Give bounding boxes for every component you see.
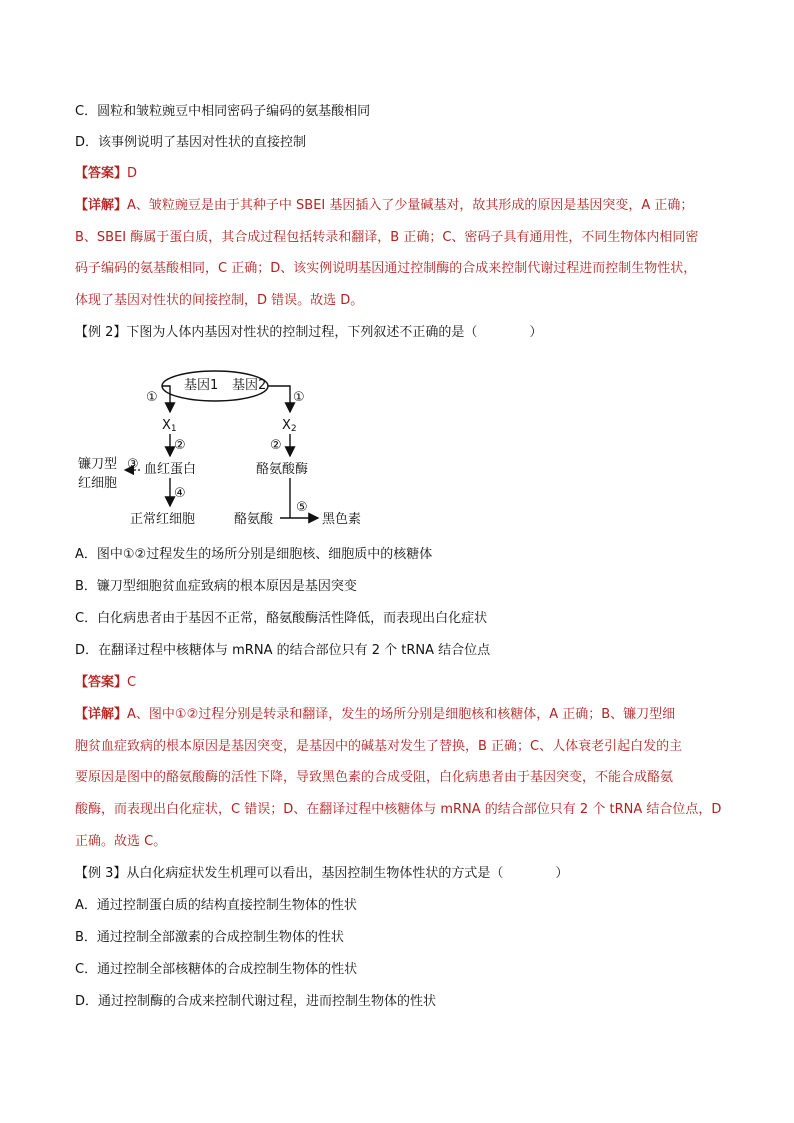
q1-detail-line: 【详解】A、皱粒豌豆是由于其种子中 SBEI 基因插入了少量碱基对，故其形成的原因是基因突变，A 正确； — [75, 198, 694, 213]
q2-option-b: B．镰刀型细胞贫血症致病的根本原因是基因突变 — [75, 579, 357, 594]
q2-option-a: A．图中①②过程发生的场所分别是细胞核、细胞质中的核糖体 — [75, 547, 433, 562]
q2-option-d: D．在翻译过程中核糖体与 mRNA 的结合部位只有 2 个 tRNA 结合位点 — [75, 643, 491, 658]
melanin-label: 黑色素 — [322, 512, 362, 527]
q1-detail-line: 体现了基因对性状的间接控制，D 错误。故选 D。 — [75, 293, 364, 308]
q3-stem: 【例 3】从白化病症状发生机理可以看出，基因控制生物体性状的方式是（ ） — [75, 866, 569, 881]
normal-rbc-label: 正常红细胞 — [130, 512, 196, 527]
x2-label: X2 — [282, 418, 297, 434]
step-1-right: ① — [293, 390, 305, 405]
q2-detail-line: 【详解】A、图中①②过程分别是转录和翻译，发生的场所分别是细胞核和核糖体，A 正确；B、镰刀型细 — [75, 707, 676, 722]
q1-detail-line: 码子编码的氨基酸相同，C 正确；D、该实例说明基因通过控制酶的合成来控制代谢过程进而控制生物性状， — [75, 261, 697, 276]
q2-detail-line: 要原因是图中的酪氨酸酶的活性下降，导致黑色素的合成受阻，白化病患者由于基因突变，不能合成酪氨 — [75, 770, 674, 785]
step-2-left: ② — [174, 438, 186, 453]
answer-value: D — [127, 166, 138, 181]
step-2-right: ② — [270, 438, 282, 453]
q3-option-b: B．通过控制全部激素的合成控制生物体的性状 — [75, 930, 344, 945]
gene-control-diagram — [70, 360, 390, 540]
x1-label: X1 — [162, 418, 177, 434]
q3-option-c: C．通过控制全部核糖体的合成控制生物体的性状 — [75, 962, 358, 977]
gene2-label: 基因2 — [232, 378, 267, 393]
sickle-cell-label-1: 镰刀型 — [78, 457, 118, 472]
q3-option-a: A．通过控制蛋白质的结构直接控制生物体的性状 — [75, 898, 357, 913]
tyrosinase-label: 酪氨酸酶 — [256, 462, 309, 477]
sickle-cell-label-2: 红细胞 — [78, 476, 118, 491]
q1-option-d: D．该事例说明了基因对性状的直接控制 — [75, 135, 307, 150]
step-4: ④ — [174, 486, 186, 501]
q2-answer — [75, 673, 735, 693]
q2-detail-line: 胞贫血症致病的根本原因是基因突变，是基因中的碱基对发生了替换，B 正确；C、人体衰老引起白发的主 — [75, 739, 683, 754]
detail-label: 【详解】 — [75, 707, 128, 722]
arrow-gene2-to-x2 — [268, 386, 290, 412]
q2-option-c: C．白化病患者由于基因不正常，酪氨酸酶活性降低，而表现出白化症状 — [75, 611, 488, 626]
answer-value: C — [127, 675, 137, 690]
step-5: ⑤ — [296, 500, 308, 515]
answer-label: 【答案】 — [75, 675, 128, 690]
q2-stem: 【例 2】下图为人体内基因对性状的控制过程，下列叙述不正确的是（ ） — [75, 325, 543, 340]
tyrosine-label: 酪氨酸 — [234, 512, 274, 527]
q2-detail-line: 酸酶，而表现出白化症状，C 错误；D、在翻译过程中核糖体与 mRNA 的结合部位只有 2 个 tRNA 结合位点，D — [75, 802, 722, 817]
answer-label: 【答案】 — [75, 166, 128, 181]
q1-answer — [75, 164, 735, 184]
q3-option-d: D．通过控制酶的合成来控制代谢过程，进而控制生物体的性状 — [75, 994, 437, 1009]
q2-detail-line: 正确。故选 C。 — [75, 834, 167, 849]
step-3: ③ — [127, 457, 139, 472]
hemoglobin-label: 血红蛋白 — [144, 462, 197, 477]
gene1-label: 基因1 — [184, 378, 219, 393]
detail-label: 【详解】 — [75, 198, 128, 213]
q1-option-c: C．圆粒和皱粒豌豆中相同密码子编码的氨基酸相同 — [75, 104, 371, 119]
q1-detail-line: B、SBEI 酶属于蛋白质，其合成过程包括转录和翻译，B 正确；C、密码子具有通用性，不同生物体内相同密 — [75, 230, 699, 245]
step-1-left: ① — [146, 390, 158, 405]
